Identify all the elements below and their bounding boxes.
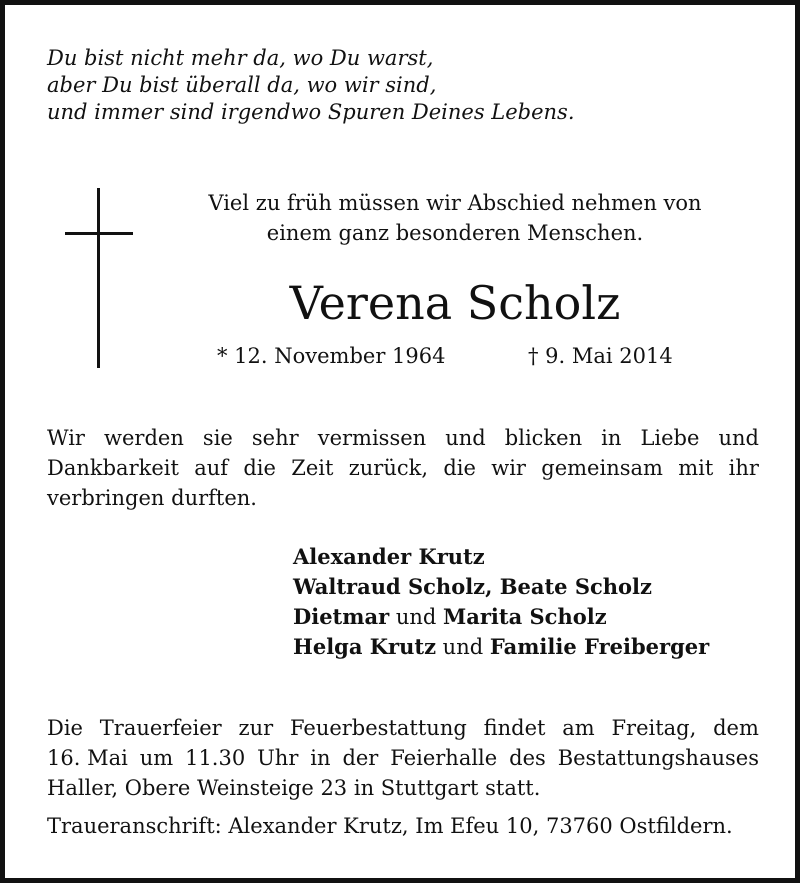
word: in (310, 746, 331, 770)
word: mit (678, 456, 714, 480)
service-line (47, 713, 759, 743)
word: und (445, 426, 486, 450)
mourning-address: Traueranschrift: Alexander Krutz, Im Efeu 10, 73760 Ostfildern. (47, 814, 733, 838)
cross-horizontal-bar (65, 232, 133, 235)
word: sehr (251, 426, 299, 450)
word: findet (483, 716, 546, 740)
word: Uhr (257, 746, 299, 770)
mourner-name: Helga Krutz (293, 634, 436, 659)
word: sie (202, 426, 233, 450)
word: in (601, 426, 622, 450)
word: des (509, 746, 546, 770)
remembrance-line (47, 453, 759, 483)
word: wir (491, 456, 526, 480)
word: Freitag, (611, 716, 697, 740)
mourner-name: Marita Scholz (442, 604, 607, 629)
deceased-name: Verena Scholz (289, 276, 621, 330)
mourner-name: Alexander Krutz (293, 544, 485, 569)
mourner-row (293, 602, 709, 632)
mourner-row (293, 542, 709, 572)
service-line: Haller, Obere Weinsteige 23 in Stuttgart statt. (47, 776, 541, 800)
word: Trauerfeier (99, 716, 222, 740)
remembrance-line: verbringen durften. (47, 486, 257, 510)
mourners-list (293, 542, 709, 662)
word: zur (238, 716, 274, 740)
word: zurück, (348, 456, 429, 480)
word: Wir (47, 426, 85, 450)
cross-vertical-bar (97, 188, 100, 368)
word: Zeit (291, 456, 334, 480)
death-date: † 9. Mai 2014 (528, 344, 673, 368)
poem-line: und immer sind irgendwo Spuren Deines Lebens. (47, 100, 575, 124)
remembrance-paragraph (47, 423, 759, 513)
remembrance-line (47, 423, 759, 453)
word: Liebe (640, 426, 700, 450)
word: der (342, 746, 379, 770)
connector-text: und (436, 635, 490, 659)
intro-line: einem ganz besonderen Menschen. (266, 221, 644, 245)
memorial-poem (47, 45, 575, 126)
poem-line: Du bist nicht mehr da, wo Du warst, (47, 46, 434, 70)
cross-icon (65, 188, 135, 368)
intro-line: Viel zu früh müssen wir Abschied nehmen von (208, 191, 702, 215)
word: 16. Mai (47, 746, 128, 770)
birth-date: * 12. November 1964 (217, 344, 446, 368)
word: dem (713, 716, 759, 740)
word: auf (194, 456, 229, 480)
word: werden (104, 426, 184, 450)
poem-line: aber Du bist überall da, wo wir sind, (47, 73, 437, 97)
word: und (718, 426, 759, 450)
word: Feuerbestattung (289, 716, 467, 740)
word: um (139, 746, 174, 770)
mourner-name: Familie Freiberger (489, 634, 710, 659)
word: Bestattungshauses (557, 746, 759, 770)
service-paragraph (47, 713, 759, 803)
word: blicken (504, 426, 583, 450)
word: ihr (728, 456, 759, 480)
mourner-row (293, 572, 709, 602)
word: vermissen (317, 426, 427, 450)
word: die (443, 456, 476, 480)
word: die (243, 456, 276, 480)
word: 11.30 (185, 746, 246, 770)
connector-text: und (389, 605, 443, 629)
word: am (562, 716, 595, 740)
word: Die (47, 716, 83, 740)
word: gemeinsam (541, 456, 663, 480)
mourner-name: Dietmar (293, 604, 390, 629)
word: Dankbarkeit (47, 456, 179, 480)
service-line (47, 743, 759, 773)
mourner-name: Waltraud Scholz, Beate Scholz (293, 574, 652, 599)
word: Feierhalle (390, 746, 498, 770)
mourner-row (293, 632, 709, 662)
